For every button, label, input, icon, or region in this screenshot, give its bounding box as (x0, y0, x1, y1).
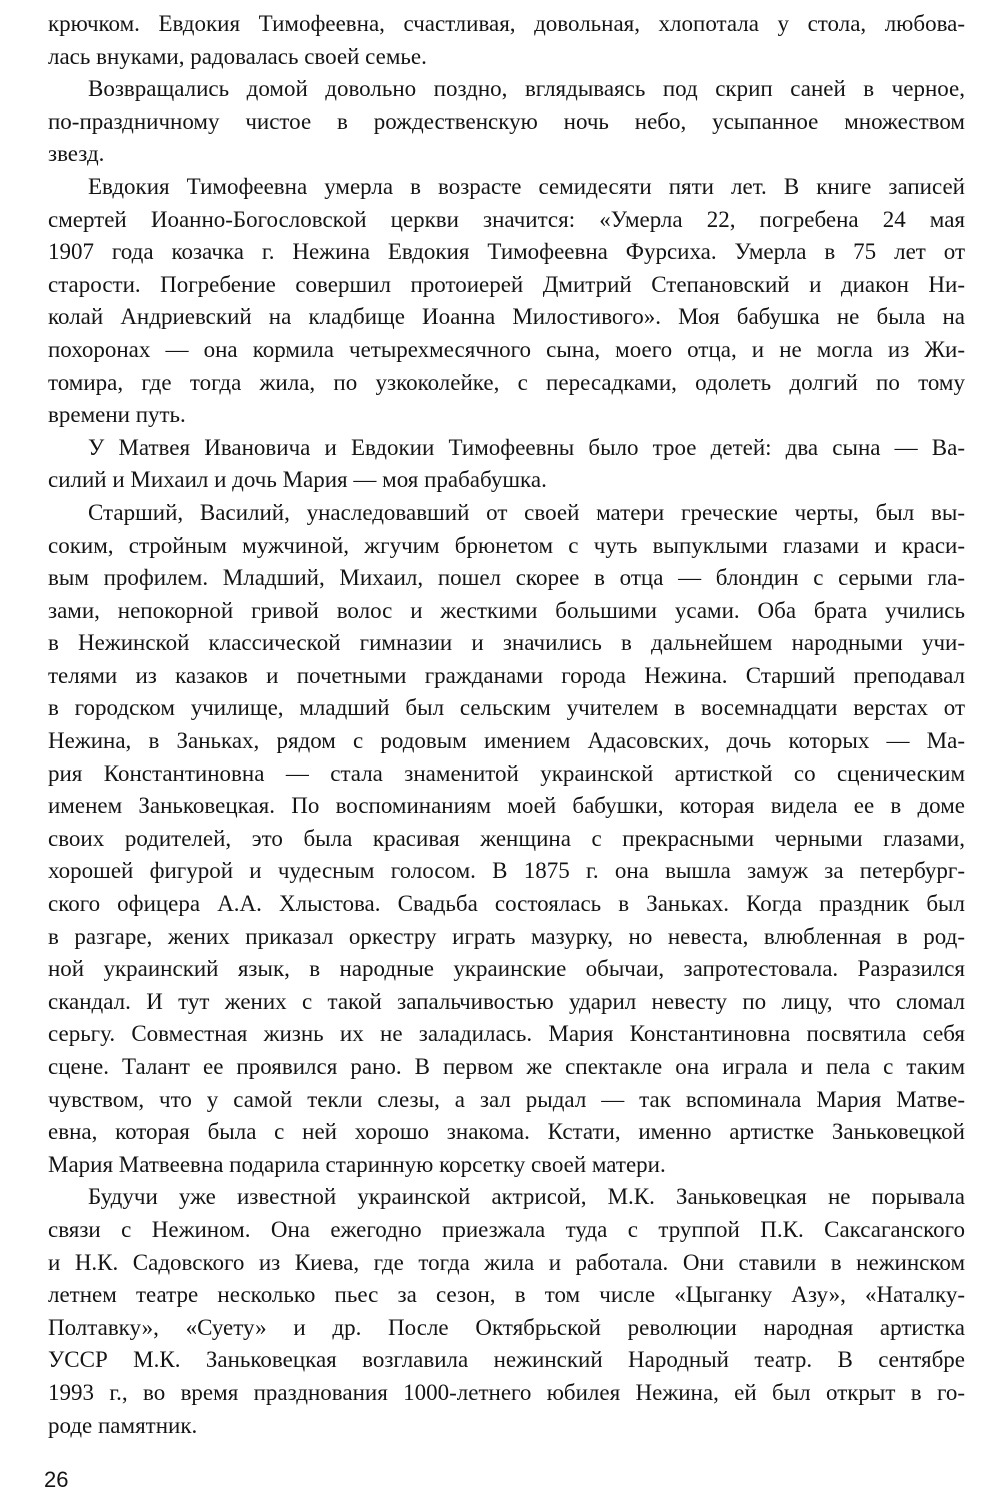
text-line: 1993 г., во время празднования 1000-летнего юбилея Нежина, ей был открыт в го- (48, 1379, 965, 1405)
text-line: крючком. Евдокия Тимофеевна, счастливая, довольная, хлопотала у стола, любова- (48, 11, 965, 36)
text-line: У Матвея Ивановича и Евдокии Тимофеевны было трое детей: два сына — Ва- (88, 434, 965, 460)
text-line: связи с Нежином. Она ежегодно приезжала туда с труппой П.К. Саксаганского (48, 1216, 965, 1242)
text-line: и Н.К. Садовского из Киева, где тогда жила и работала. Они ставили в нежинском (48, 1249, 965, 1275)
text-line: силий и Михаил и дочь Мария — моя прабабушка. (48, 467, 547, 493)
text-line: 1907 года козачка г. Нежина Евдокия Тимофеевна Фурсиха. Умерла в 75 лет от (48, 239, 965, 265)
text-line: по-праздничному чистое в рождественскую ночь небо, усыпанное множеством (48, 108, 965, 134)
text-line: времени путь. (48, 402, 186, 428)
text-line: ной украинский язык, в народные украинские обычаи, запротестовала. Разразился (48, 956, 965, 982)
text-line: в городском училище, младший был сельским учителем в восемнадцати верстах от (48, 695, 965, 721)
text-line: Евдокия Тимофеевна умерла в возрасте семидесяти пяти лет. В книге записей (88, 173, 965, 199)
text-line: серьгу. Совместная жизнь их не заладилась. Мария Константиновна посвятила себя (48, 1021, 965, 1047)
text-line: в разгаре, жених приказал оркестру играть мазурку, но невеста, влюбленная в род- (48, 923, 965, 949)
paragraph (48, 1181, 965, 1442)
text-line: роде памятник. (48, 1412, 198, 1438)
text-line: старости. Погребение совершил протоиерей Дмитрий Степановский и диакон Ни- (48, 271, 965, 297)
text-line: в Нежинской классической гимназии и значились в дальнейшем народными учи- (48, 630, 965, 656)
text-line: Будучи уже известной украинской актрисой, М.К. Заньковецкая не порывала (88, 1184, 965, 1210)
text-line: евна, которая была с ней хорошо знакома. Кстати, именно артистке Заньковецкой (48, 1119, 965, 1145)
paragraph (48, 171, 965, 432)
text-line: вым профилем. Младший, Михаил, пошел скорее в отца — блондин с серыми гла- (48, 565, 965, 591)
text-line: летнем театре несколько пьес за сезон, в том числе «Цыганку Азу», «Наталку- (48, 1282, 965, 1308)
text-line: хорошей фигурой и чудесным голосом. В 1875 г. она вышла замуж за петербург- (48, 858, 965, 884)
text-line: чувством, что у самой текли слезы, а зал рыдал — так вспоминала Мария Матве- (48, 1086, 965, 1112)
text-line: звезд. (48, 141, 105, 167)
text-line: соким, стройным мужчиной, жгучим брюнетом с чуть выпуклыми глазами и краси- (48, 532, 965, 558)
text-line: томира, где тогда жила, по узкоколейке, с пересадками, одолеть долгий по тому (48, 369, 965, 395)
text-line: сцене. Талант ее проявился рано. В первом же спектакле она играла и пела с таким (48, 1054, 965, 1079)
text-line: лась внуками, радовалась своей семье. (48, 43, 427, 69)
text-line: Возвращались домой довольно поздно, вглядываясь под скрип саней в черное, (88, 76, 965, 102)
text-line: похоронах — она кормила четырехмесячного сына, моего отца, и не могла из Жи- (48, 336, 965, 362)
paragraph (48, 73, 965, 171)
paragraph (48, 432, 965, 497)
text-line: своих родителей, это была красивая женщина с прекрасными черными глазами, (48, 825, 965, 851)
text-line: скандал. И тут жених с такой запальчивостью ударил невесту по лицу, что сломал (48, 988, 965, 1014)
text-line: Мария Матвеевна подарила старинную корсетку своей матери. (48, 1151, 666, 1177)
text-line: смертей Иоанно-Богословской церкви значится: «Умерла 22, погребена 24 мая (48, 206, 965, 232)
text-line: колай Андриевский на кладбище Иоанна Милостивого». Моя бабушка не была на (48, 304, 965, 330)
text-line: Нежина, в Заньках, рядом с родовым имением Адасовских, дочь которых — Ма- (48, 728, 965, 754)
book-page-text (48, 8, 965, 1442)
text-line: зами, непокорной гривой волос и жесткими большими усами. Оба брата учились (48, 597, 965, 623)
paragraph (48, 497, 965, 1181)
text-line: Полтавку», «Суету» и др. После Октябрьской революции народная артистка (48, 1314, 965, 1340)
text-line: ского офицера А.А. Хлыстова. Свадьба состоялась в Заньках. Когда праздник был (48, 891, 965, 917)
text-line: телями из казаков и почетными гражданами города Нежина. Старший преподавал (48, 662, 965, 688)
page-number: 26 (44, 1467, 69, 1492)
text-line: рия Константиновна — стала знаменитой украинской артисткой со сценическим (48, 760, 965, 786)
text-line: именем Заньковецкая. По воспоминаниям моей бабушки, которая видела ее в доме (48, 793, 965, 819)
text-line: УССР М.К. Заньковецкая возглавила нежинский Народный театр. В сентябре (48, 1347, 965, 1373)
paragraph (48, 8, 965, 73)
text-line: Старший, Василий, унаследовавший от своей матери греческие черты, был вы- (88, 499, 965, 525)
